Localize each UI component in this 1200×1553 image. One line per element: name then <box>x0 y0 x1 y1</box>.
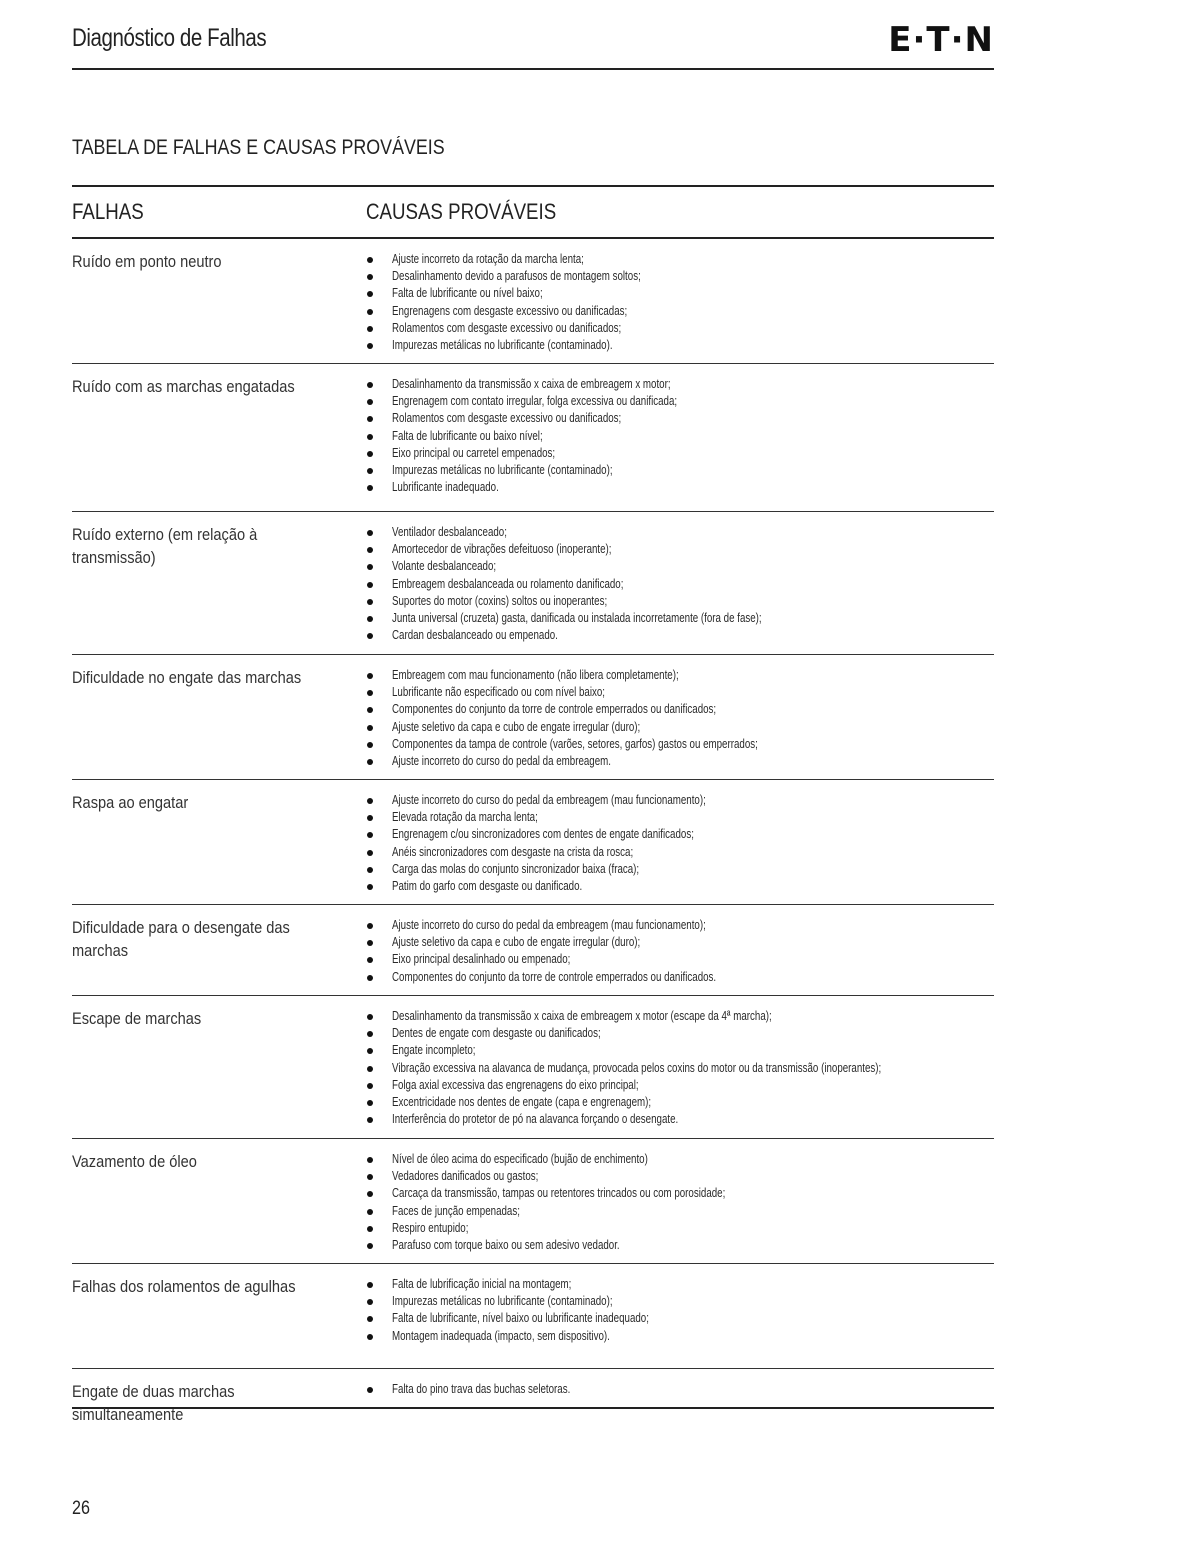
causes-list <box>366 905 994 992</box>
cause-item <box>366 1060 994 1077</box>
cause-item <box>366 558 994 575</box>
cause-text: Lubrificante não especificado ou com nível baixo; <box>392 685 606 700</box>
cause-item <box>366 593 994 610</box>
cause-item <box>366 1293 994 1310</box>
bullet-icon <box>367 1316 373 1322</box>
table-row <box>72 512 994 655</box>
cause-text: Ajuste incorreto do curso do pedal da embreagem. <box>392 753 611 768</box>
bullet-icon <box>367 1282 373 1288</box>
table-body <box>72 239 994 1424</box>
table-row <box>72 905 994 996</box>
cause-item <box>366 969 994 986</box>
cause-text: Impurezas metálicas no lubrificante (contaminado); <box>392 462 613 477</box>
bullet-icon <box>367 451 373 457</box>
cause-item <box>366 1111 994 1128</box>
cause-text: Junta universal (cruzeta) gasta, danificada ou instalada incorretamente (fora de fase); <box>392 610 762 625</box>
fault-label: Ruído externo (em relação à transmissão) <box>72 525 258 567</box>
bullet-icon <box>367 1226 373 1232</box>
table-row <box>72 655 994 780</box>
fault-label: Falhas dos rolamentos de agulhas <box>72 1277 296 1296</box>
bullet-icon <box>367 1243 373 1249</box>
cause-item <box>366 320 994 337</box>
bullet-icon <box>367 468 373 474</box>
cause-text: Amortecedor de vibrações defeituoso (inoperante); <box>392 542 612 557</box>
cause-item <box>366 1042 994 1059</box>
bullet-icon <box>367 274 373 280</box>
bullet-icon <box>367 582 373 588</box>
cause-text: Interferência do protetor de pó na alavanca forçando o desengate. <box>392 1112 679 1127</box>
bullet-icon <box>367 1387 373 1393</box>
cause-text: Falta de lubrificante ou nível baixo; <box>392 286 543 301</box>
column-header-causas: CAUSAS PROVÁVEIS <box>366 199 557 224</box>
cause-text: Impurezas metálicas no lubrificante (contaminado). <box>392 337 613 352</box>
causes-list <box>366 1369 994 1404</box>
bullet-icon <box>367 975 373 981</box>
cause-text: Eixo principal desalinhado ou empenado; <box>392 952 571 967</box>
fault-label: Dificuldade para o desengate das marchas <box>72 918 290 960</box>
cause-text: Nível de óleo acima do especificado (bujão de enchimento) <box>392 1152 648 1166</box>
bullet-icon <box>367 616 373 622</box>
causes-list <box>366 1264 994 1351</box>
cause-item <box>366 376 994 393</box>
fault-label: Ruído com as marchas engatadas <box>72 377 295 396</box>
bullet-icon <box>367 309 373 315</box>
cause-item <box>366 1276 994 1293</box>
causes-list <box>366 1139 994 1260</box>
bullet-icon <box>367 1014 373 1020</box>
cause-item <box>366 285 994 302</box>
cause-item <box>366 268 994 285</box>
cause-text: Montagem inadequada (impacto, sem dispositivo). <box>392 1328 610 1343</box>
cause-item <box>366 917 994 934</box>
table-header <box>72 187 994 239</box>
cause-text: Desalinhamento da transmissão x caixa de embreagem x motor; <box>392 377 671 391</box>
cause-item <box>366 445 994 462</box>
bullet-icon <box>367 633 373 639</box>
cause-text: Patim do garfo com desgaste ou danificado. <box>392 878 583 893</box>
bullet-icon <box>367 1334 373 1340</box>
cause-text: Eixo principal ou carretel empenados; <box>392 445 556 460</box>
cause-text: Desalinhamento devido a parafusos de montagem soltos; <box>392 269 641 284</box>
bullet-icon <box>367 690 373 696</box>
column-header-falhas: FALHAS <box>72 199 144 224</box>
bullet-icon <box>367 399 373 405</box>
bullet-icon <box>367 1083 373 1089</box>
cause-text: Folga axial excessiva das engrenagens do eixo principal; <box>392 1077 639 1092</box>
cause-item <box>366 844 994 861</box>
cause-text: Parafuso com torque baixo ou sem adesivo vedador. <box>392 1237 620 1252</box>
fault-label: Engate de duas marchas simultaneamente <box>72 1382 235 1424</box>
bullet-icon <box>367 815 373 821</box>
cause-text: Engrenagens com desgaste excessivo ou danificadas; <box>392 303 628 318</box>
cause-text: Desalinhamento da transmissão x caixa de embreagem x motor (escape da 4ª marcha); <box>392 1009 772 1023</box>
cause-text: Dentes de engate com desgaste ou danificados; <box>392 1026 601 1041</box>
bullet-icon <box>367 832 373 838</box>
cause-item <box>366 428 994 445</box>
cause-text: Engate incompleto; <box>392 1043 476 1058</box>
table-row <box>72 1264 994 1369</box>
cause-item <box>366 1168 994 1185</box>
cause-text: Carga das molas do conjunto sincronizador baixa (fraca); <box>392 861 640 876</box>
bullet-icon <box>367 798 373 804</box>
bullet-icon <box>367 1299 373 1305</box>
page-header <box>72 18 994 70</box>
bullet-icon <box>367 257 373 263</box>
table-row <box>72 1369 994 1424</box>
bullet-icon <box>367 673 373 679</box>
cause-text: Volante desbalanceado; <box>392 559 497 574</box>
bullet-icon <box>367 1117 373 1123</box>
cause-item <box>366 251 994 268</box>
bullet-icon <box>367 416 373 422</box>
fault-label: Dificuldade no engate das marchas <box>72 668 302 687</box>
cause-item <box>366 701 994 718</box>
cause-text: Vedadores danificados ou gastos; <box>392 1169 539 1184</box>
cause-item <box>366 1151 994 1168</box>
cause-text: Ajuste incorreto do curso do pedal da embreagem (mau funcionamento); <box>392 918 706 932</box>
cause-text: Falta de lubrificação inicial na montagem; <box>392 1277 572 1291</box>
page-number: 26 <box>72 1498 90 1519</box>
causes-list <box>366 780 994 901</box>
causes-list <box>366 655 994 776</box>
bullet-icon <box>367 434 373 440</box>
cause-item <box>366 1328 994 1345</box>
bullet-icon <box>367 759 373 765</box>
bullet-icon <box>367 1191 373 1197</box>
table-row <box>72 996 994 1139</box>
bullet-icon <box>367 940 373 946</box>
cause-item <box>366 1025 994 1042</box>
cause-item <box>366 934 994 951</box>
cause-text: Faces de junção empenadas; <box>392 1203 520 1218</box>
cause-text: Ajuste incorreto da rotação da marcha lenta; <box>392 252 584 266</box>
bullet-icon <box>367 547 373 553</box>
cause-text: Ventilador desbalanceado; <box>392 525 507 539</box>
cause-item <box>366 1185 994 1202</box>
bullet-icon <box>367 707 373 713</box>
table-row <box>72 1139 994 1264</box>
cause-item <box>366 610 994 627</box>
table-row <box>72 780 994 905</box>
cause-item <box>366 1203 994 1220</box>
cause-item <box>366 951 994 968</box>
cause-item <box>366 753 994 770</box>
cause-text: Engrenagem c/ou sincronizadores com dentes de engate danificados; <box>392 827 694 842</box>
cause-item <box>366 826 994 843</box>
cause-text: Componentes do conjunto da torre de controle emperrados ou danificados; <box>392 702 717 717</box>
cause-item <box>366 809 994 826</box>
cause-text: Falta do pino trava das buchas seletoras. <box>392 1382 571 1396</box>
cause-item <box>366 541 994 558</box>
causes-list <box>366 364 994 502</box>
cause-item <box>366 1220 994 1237</box>
bullet-icon <box>367 742 373 748</box>
cause-item <box>366 393 994 410</box>
cause-text: Engrenagem com contato irregular, folga excessiva ou danificada; <box>392 394 678 409</box>
fault-label: Vazamento de óleo <box>72 1152 197 1171</box>
cause-item <box>366 337 994 354</box>
bullet-icon <box>367 1031 373 1037</box>
cause-text: Embreagem com mau funcionamento (não libera completamente); <box>392 668 679 682</box>
cause-text: Lubrificante inadequado. <box>392 480 499 495</box>
cause-text: Rolamentos com desgaste excessivo ou danificados; <box>392 411 622 426</box>
bullet-icon <box>367 884 373 890</box>
bullet-icon <box>367 564 373 570</box>
bullet-icon <box>367 382 373 388</box>
cause-text: Embreagem desbalanceada ou rolamento danificado; <box>392 576 624 591</box>
cause-text: Excentricidade nos dentes de engate (capa e engrenagem); <box>392 1094 652 1109</box>
cause-item <box>366 878 994 895</box>
cause-text: Carcaça da transmissão, tampas ou retentores trincados ou com porosidade; <box>392 1186 726 1201</box>
cause-item <box>366 479 994 496</box>
eaton-logo: E·T·N <box>888 20 994 60</box>
cause-item <box>366 1310 994 1327</box>
cause-item <box>366 684 994 701</box>
bullet-icon <box>367 485 373 491</box>
bullet-icon <box>367 1048 373 1054</box>
bullet-icon <box>367 530 373 536</box>
causes-list <box>366 996 994 1134</box>
cause-item <box>366 410 994 427</box>
cause-text: Impurezas metálicas no lubrificante (contaminado); <box>392 1294 613 1309</box>
bullet-icon <box>367 725 373 731</box>
fault-label: Raspa ao engatar <box>72 793 189 812</box>
cause-text: Ajuste seletivo da capa e cubo de engate irregular (duro); <box>392 935 641 950</box>
cause-text: Ajuste seletivo da capa e cubo de engate irregular (duro); <box>392 719 641 734</box>
cause-text: Vibração excessiva na alavanca de mudança, provocada pelos coxins do motor ou da transmissão (inoperantes); <box>392 1060 882 1075</box>
cause-text: Componentes do conjunto da torre de controle emperrados ou danificados. <box>392 969 717 984</box>
cause-text: Anéis sincronizadores com desgaste na crista da rosca; <box>392 844 634 859</box>
cause-item <box>366 792 994 809</box>
bullet-icon <box>367 343 373 349</box>
header-title: Diagnóstico de Falhas <box>72 24 267 52</box>
cause-item <box>366 1077 994 1094</box>
bullet-icon <box>367 1209 373 1215</box>
bullet-icon <box>367 867 373 873</box>
cause-item <box>366 627 994 644</box>
cause-text: Falta de lubrificante ou baixo nível; <box>392 428 543 443</box>
cause-item <box>366 303 994 320</box>
bullet-icon <box>367 1174 373 1180</box>
cause-text: Componentes da tampa de controle (varões, setores, garfos) gastos ou emperrados; <box>392 736 758 751</box>
cause-item <box>366 667 994 684</box>
table-row <box>72 364 994 512</box>
section-title: TABELA DE FALHAS E CAUSAS PROVÁVEIS <box>72 136 445 159</box>
cause-text: Falta de lubrificante, nível baixo ou lubrificante inadequado; <box>392 1311 649 1326</box>
bullet-icon <box>367 599 373 605</box>
bullet-icon <box>367 291 373 297</box>
bullet-icon <box>367 1066 373 1072</box>
cause-item <box>366 719 994 736</box>
bullet-icon <box>367 850 373 856</box>
cause-text: Suportes do motor (coxins) soltos ou inoperantes; <box>392 593 608 608</box>
causes-list <box>366 512 994 650</box>
cause-text: Respiro entupido; <box>392 1220 469 1235</box>
cause-item <box>366 1237 994 1254</box>
cause-text: Ajuste incorreto do curso do pedal da embreagem (mau funcionamento); <box>392 793 706 807</box>
faults-table <box>72 185 994 1424</box>
bullet-icon <box>367 1157 373 1163</box>
cause-item <box>366 1381 994 1398</box>
cause-text: Elevada rotação da marcha lenta; <box>392 810 538 825</box>
cause-text: Cardan desbalanceado ou empenado. <box>392 628 558 643</box>
bullet-icon <box>367 1100 373 1106</box>
cause-item <box>366 576 994 593</box>
bullet-icon <box>367 326 373 332</box>
bullet-icon <box>367 923 373 929</box>
fault-label: Ruído em ponto neutro <box>72 252 222 271</box>
cause-item <box>366 736 994 753</box>
cause-item <box>366 524 994 541</box>
cause-item <box>366 861 994 878</box>
table-row <box>72 239 994 364</box>
fault-label: Escape de marchas <box>72 1009 202 1028</box>
cause-item <box>366 462 994 479</box>
causes-list <box>366 239 994 360</box>
cause-item <box>366 1008 994 1025</box>
cause-item <box>366 1094 994 1111</box>
cause-text: Rolamentos com desgaste excessivo ou danificados; <box>392 320 622 335</box>
bullet-icon <box>367 957 373 963</box>
